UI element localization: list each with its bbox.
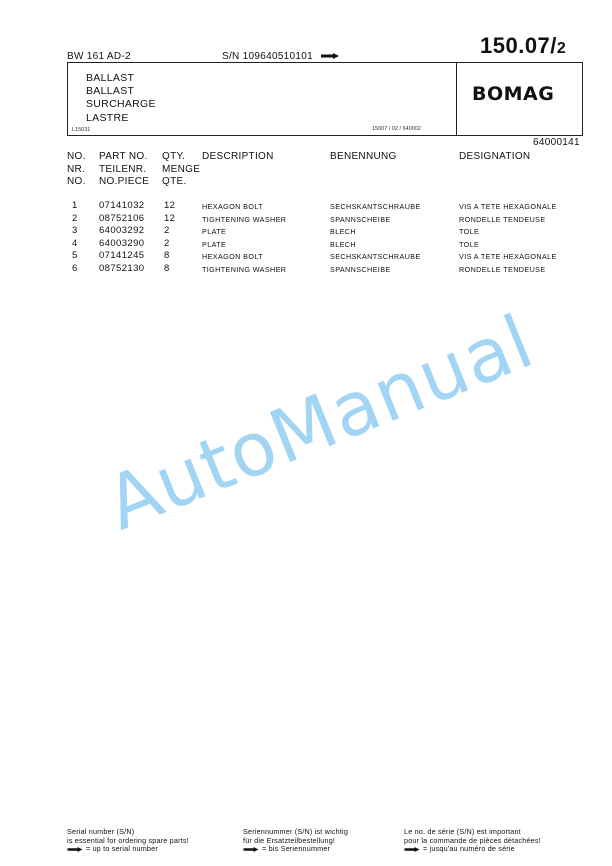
description-en: TIGHTENING WASHER [202, 265, 287, 274]
page-number-sub: 2 [556, 40, 567, 57]
description-de: SECHSKANTSCHRAUBE [330, 202, 421, 211]
column-header-no [67, 151, 86, 189]
arrow-right-icon [321, 53, 339, 59]
title-en: BALLAST [86, 72, 135, 84]
description-de: SPANNSCHEIBE [330, 214, 391, 224]
col-part-fr: NO.PIECE [99, 176, 150, 187]
footer-en-arrow-text: = up to serial number [86, 844, 158, 853]
item-no: 1 [72, 200, 78, 211]
footer-fr-line3 [404, 845, 541, 854]
description-en: TIGHTENING WASHER [202, 214, 287, 224]
model-designation: BW 161 AD-2 [67, 51, 131, 62]
part-number: 64003290 [99, 237, 145, 249]
description-de: SPANNSCHEIBE [330, 265, 391, 274]
footer-note-fr [404, 828, 541, 854]
part-number: 07141032 [99, 200, 145, 211]
serial-number [222, 51, 339, 62]
title-box-divider [456, 62, 457, 136]
arrow-right-icon [243, 847, 259, 852]
col-part-en: PART NO. [99, 151, 148, 162]
item-no: 4 [72, 237, 78, 249]
table-row [0, 225, 612, 237]
serial-number-text: S/N 109640510101 [222, 51, 313, 62]
part-number: 07141245 [99, 250, 145, 262]
table-row [0, 213, 612, 225]
footer-en-line1: Serial number (S/N) [67, 827, 135, 836]
bomag-logo: BOMAG [472, 83, 555, 105]
part-number: 08752130 [99, 263, 145, 274]
col-qty-de: MENGE [162, 163, 201, 175]
table-row [0, 250, 612, 262]
group-number: 64000141 [533, 137, 580, 148]
table-row [0, 200, 612, 212]
col-no-en: NO. [67, 151, 86, 162]
quantity: 2 [164, 225, 170, 237]
column-header-benennung: BENENNUNG [330, 151, 397, 162]
part-number: 64003292 [99, 225, 145, 237]
arrow-right-icon [404, 847, 420, 852]
quantity: 8 [164, 250, 170, 262]
arrow-right-icon [67, 847, 83, 852]
column-header-qty [162, 151, 200, 189]
footer-fr-line2: pour la commande de pièces détachées! [404, 835, 541, 845]
footer-de-line2: für die Ersatzteilbestellung! [243, 835, 336, 845]
col-no-de: NR. [67, 163, 86, 175]
col-qty-en: QTY. [162, 151, 186, 162]
description-fr: RONDELLE TENDEUSE [459, 265, 546, 274]
title-it: LASTRE [86, 111, 129, 124]
footer-de-line1: Seriennummer (S/N) ist wichtig [243, 827, 349, 836]
title-de: BALLAST [86, 85, 135, 98]
description-fr: TOLE [459, 227, 480, 237]
drawing-reference: L15031 [72, 127, 91, 133]
footer-en-line2: is essential for ordering spare parts! [67, 835, 189, 845]
quantity: 12 [164, 212, 176, 224]
footer-fr-arrow-text: = jusqu'au numéro de série [423, 844, 515, 853]
description-fr: RONDELLE TENDEUSE [459, 214, 546, 224]
footer-de-line3 [243, 845, 348, 854]
footer-note-en [67, 828, 189, 854]
item-no: 2 [72, 212, 78, 224]
table-row [0, 263, 612, 275]
item-no: 3 [72, 225, 78, 237]
description-en: PLATE [202, 227, 227, 237]
watermark: AutoManual [94, 298, 546, 548]
description-en: HEXAGON BOLT [202, 252, 263, 262]
item-no: 5 [72, 250, 78, 262]
description-fr: TOLE [459, 239, 480, 249]
document-reference: 15007 / 02 / 640002 [372, 126, 421, 132]
footer-en-line3 [67, 845, 189, 854]
footer-note-de [243, 828, 348, 854]
description-en: HEXAGON BOLT [202, 202, 263, 211]
page-number [480, 33, 566, 59]
part-number: 08752106 [99, 212, 145, 224]
page-number-main: 150.07/ [480, 33, 557, 58]
col-part-de: TEILENR. [99, 163, 147, 175]
description-de: BLECH [330, 239, 356, 249]
assembly-titles [86, 72, 156, 125]
column-header-designation: DESIGNATION [459, 151, 531, 162]
table-row [0, 238, 612, 250]
quantity: 8 [164, 263, 170, 274]
column-header-description: DESCRIPTION [202, 151, 274, 162]
col-qty-fr: QTE. [162, 176, 187, 187]
footer-de-arrow-text: = bis Seriennummer [262, 844, 331, 853]
col-no-fr: NO. [67, 176, 86, 187]
footer-fr-line1: Le no. de série (S/N) est important [404, 827, 521, 836]
description-fr: VIS A TETE HEXAGONALE [459, 202, 557, 211]
quantity: 12 [164, 200, 176, 211]
description-en: PLATE [202, 239, 227, 249]
description-de: BLECH [330, 227, 356, 237]
item-no: 6 [72, 263, 78, 274]
description-fr: VIS A TETE HEXAGONALE [459, 252, 557, 262]
description-de: SECHSKANTSCHRAUBE [330, 252, 421, 262]
quantity: 2 [164, 237, 170, 249]
column-header-part-no [99, 151, 149, 189]
title-fr: SURCHARGE [86, 98, 156, 111]
